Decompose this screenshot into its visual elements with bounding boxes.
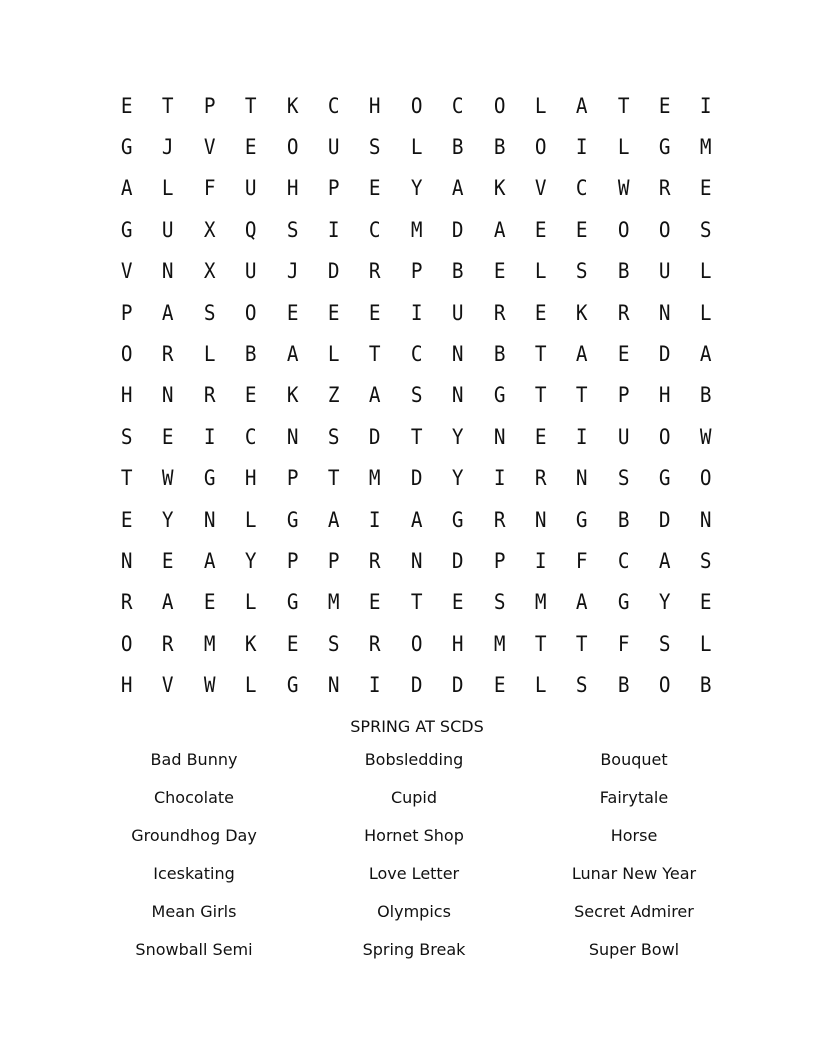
- grid-letter: Y: [451, 466, 464, 491]
- grid-letter: N: [451, 342, 464, 367]
- grid-letter: E: [203, 590, 216, 615]
- grid-letter: E: [162, 548, 174, 573]
- grid-letter: L: [617, 135, 630, 160]
- grid-letter: L: [245, 590, 257, 615]
- grid-letter: K: [286, 93, 299, 118]
- grid-letter: O: [658, 217, 671, 242]
- grid-letter: T: [327, 466, 340, 491]
- grid-letter: U: [617, 424, 630, 449]
- grid-letter: U: [162, 217, 174, 242]
- grid-letter: R: [493, 300, 506, 325]
- grid-letter: L: [162, 176, 174, 201]
- grid-letter: I: [493, 466, 506, 491]
- grid-letter: S: [120, 424, 133, 449]
- grid-letter: H: [369, 93, 381, 118]
- grid-letter: F: [617, 631, 630, 656]
- grid-letter: L: [700, 259, 712, 284]
- grid-letter: K: [286, 383, 299, 408]
- grid-letter: C: [451, 93, 464, 118]
- grid-letter: T: [369, 342, 381, 367]
- grid-letter: M: [493, 631, 506, 656]
- grid-letter: N: [451, 383, 464, 408]
- grid-letter: K: [493, 176, 506, 201]
- grid-letter: N: [327, 673, 340, 698]
- grid-letter: N: [286, 424, 299, 449]
- word-list-item: Iceskating: [153, 864, 235, 883]
- grid-letter: C: [369, 217, 381, 242]
- grid-letter: H: [120, 673, 133, 698]
- grid-letter: L: [203, 342, 216, 367]
- word-list-item: Olympics: [377, 902, 451, 921]
- grid-letter: A: [120, 176, 133, 201]
- grid-letter: P: [327, 176, 340, 201]
- grid-letter: D: [451, 217, 464, 242]
- word-list-item: Horse: [610, 826, 658, 845]
- grid-letter: T: [410, 424, 423, 449]
- grid-letter: D: [410, 673, 423, 698]
- grid-letter: N: [493, 424, 506, 449]
- grid-letter: O: [410, 631, 423, 656]
- grid-letter: I: [410, 300, 423, 325]
- word-list-item: Bouquet: [600, 750, 668, 769]
- grid-letter: E: [700, 176, 712, 201]
- grid-letter: W: [162, 466, 174, 491]
- grid-letter: G: [617, 590, 630, 615]
- grid-letter: E: [327, 300, 340, 325]
- grid-letter: G: [451, 507, 464, 532]
- grid-letter: T: [576, 631, 588, 656]
- grid-letter: L: [700, 631, 712, 656]
- grid-letter: T: [534, 631, 547, 656]
- grid-letter: O: [493, 93, 506, 118]
- grid-letter: D: [327, 259, 340, 284]
- grid-letter: M: [700, 135, 712, 160]
- grid-letter: A: [576, 590, 588, 615]
- grid-letter: T: [245, 93, 257, 118]
- grid-letter: E: [245, 135, 257, 160]
- grid-letter: R: [120, 590, 133, 615]
- grid-letter: E: [451, 590, 464, 615]
- grid-letter: G: [203, 466, 216, 491]
- grid-letter: T: [617, 93, 630, 118]
- word-list-item: Hornet Shop: [364, 826, 464, 845]
- grid-letter: R: [369, 259, 381, 284]
- grid-letter: W: [700, 424, 712, 449]
- grid-letter: R: [162, 342, 174, 367]
- grid-letter: P: [120, 300, 133, 325]
- grid-letter: G: [576, 507, 588, 532]
- word-list-item: Bobsledding: [364, 750, 464, 769]
- grid-letter: I: [534, 548, 547, 573]
- grid-letter: U: [245, 259, 257, 284]
- grid-letter: S: [658, 631, 671, 656]
- grid-letter: Y: [451, 424, 464, 449]
- grid-letter: C: [327, 93, 340, 118]
- grid-letter: S: [576, 259, 588, 284]
- grid-letter: S: [700, 548, 712, 573]
- grid-letter: B: [617, 673, 630, 698]
- grid-letter: Y: [410, 176, 423, 201]
- grid-letter: S: [369, 135, 381, 160]
- grid-letter: N: [576, 466, 588, 491]
- grid-letter: O: [658, 673, 671, 698]
- grid-letter: N: [534, 507, 547, 532]
- grid-letter: P: [203, 93, 216, 118]
- grid-letter: S: [576, 673, 588, 698]
- grid-letter: M: [410, 217, 423, 242]
- word-list-item: Chocolate: [153, 788, 235, 807]
- grid-letter: Y: [658, 590, 671, 615]
- grid-letter: S: [327, 424, 340, 449]
- grid-letter: E: [162, 424, 174, 449]
- grid-letter: P: [327, 548, 340, 573]
- grid-letter: W: [203, 673, 216, 698]
- grid-letter: T: [534, 383, 547, 408]
- grid-letter: X: [203, 259, 216, 284]
- grid-letter: J: [162, 135, 174, 160]
- grid-letter: Z: [327, 383, 340, 408]
- grid-letter: L: [534, 93, 547, 118]
- grid-letter: N: [203, 507, 216, 532]
- grid-letter: K: [245, 631, 257, 656]
- grid-letter: R: [369, 631, 381, 656]
- grid-letter: B: [617, 259, 630, 284]
- letter-grid: [106, 85, 726, 706]
- grid-letter: C: [576, 176, 588, 201]
- grid-letter: I: [327, 217, 340, 242]
- grid-letter: G: [120, 217, 133, 242]
- grid-letter: D: [451, 673, 464, 698]
- grid-letter: N: [658, 300, 671, 325]
- grid-letter: B: [451, 135, 464, 160]
- grid-letter: E: [534, 217, 547, 242]
- grid-letter: H: [120, 383, 133, 408]
- grid-letter: G: [286, 590, 299, 615]
- grid-letter: P: [617, 383, 630, 408]
- word-list-item: Super Bowl: [588, 940, 680, 959]
- grid-letter: E: [369, 300, 381, 325]
- grid-letter: E: [493, 259, 506, 284]
- grid-letter: L: [700, 300, 712, 325]
- grid-letter: O: [120, 631, 133, 656]
- grid-letter: A: [700, 342, 712, 367]
- grid-letter: P: [286, 548, 299, 573]
- grid-letter: B: [700, 673, 712, 698]
- grid-letter: D: [410, 466, 423, 491]
- grid-letter: N: [120, 548, 133, 573]
- grid-letter: N: [410, 548, 423, 573]
- grid-letter: R: [617, 300, 630, 325]
- grid-letter: A: [369, 383, 381, 408]
- grid-letter: U: [658, 259, 671, 284]
- grid-letter: L: [534, 259, 547, 284]
- grid-letter: O: [286, 135, 299, 160]
- grid-letter: V: [203, 135, 216, 160]
- grid-letter: G: [120, 135, 133, 160]
- grid-letter: B: [451, 259, 464, 284]
- grid-letter: E: [245, 383, 257, 408]
- grid-letter: G: [658, 135, 671, 160]
- grid-letter: V: [162, 673, 174, 698]
- grid-letter: S: [410, 383, 423, 408]
- grid-letter: B: [617, 507, 630, 532]
- grid-letter: O: [120, 342, 133, 367]
- grid-letter: L: [410, 135, 423, 160]
- grid-letter: S: [327, 631, 340, 656]
- grid-letter: D: [658, 342, 671, 367]
- grid-letter: P: [410, 259, 423, 284]
- grid-letter: U: [327, 135, 340, 160]
- grid-letter: Y: [162, 507, 174, 532]
- grid-letter: G: [286, 507, 299, 532]
- grid-letter: P: [493, 548, 506, 573]
- grid-letter: E: [369, 590, 381, 615]
- grid-letter: A: [286, 342, 299, 367]
- grid-letter: V: [120, 259, 133, 284]
- word-list-item: Spring Break: [362, 940, 466, 959]
- grid-letter: A: [327, 507, 340, 532]
- grid-letter: U: [245, 176, 257, 201]
- grid-letter: T: [534, 342, 547, 367]
- grid-letter: R: [203, 383, 216, 408]
- grid-letter: L: [327, 342, 340, 367]
- grid-letter: A: [451, 176, 464, 201]
- grid-letter: S: [700, 217, 712, 242]
- grid-letter: N: [162, 259, 174, 284]
- grid-letter: V: [534, 176, 547, 201]
- grid-letter: D: [451, 548, 464, 573]
- grid-letter: E: [493, 673, 506, 698]
- grid-letter: S: [493, 590, 506, 615]
- grid-letter: M: [369, 466, 381, 491]
- grid-letter: A: [203, 548, 216, 573]
- grid-letter: R: [658, 176, 671, 201]
- word-list: [84, 745, 744, 973]
- grid-letter: I: [576, 424, 588, 449]
- grid-letter: T: [120, 466, 133, 491]
- grid-letter: A: [576, 342, 588, 367]
- grid-letter: B: [700, 383, 712, 408]
- grid-letter: N: [700, 507, 712, 532]
- word-list-item: Love Letter: [368, 864, 460, 883]
- grid-letter: Y: [245, 548, 257, 573]
- grid-letter: E: [700, 590, 712, 615]
- grid-letter: Q: [245, 217, 257, 242]
- grid-letter: U: [451, 300, 464, 325]
- grid-letter: O: [245, 300, 257, 325]
- grid-letter: E: [286, 300, 299, 325]
- grid-letter: E: [120, 507, 133, 532]
- grid-letter: O: [658, 424, 671, 449]
- grid-letter: B: [493, 135, 506, 160]
- grid-letter: R: [534, 466, 547, 491]
- grid-letter: H: [286, 176, 299, 201]
- word-list-item: Snowball Semi: [135, 940, 253, 959]
- grid-letter: A: [162, 300, 174, 325]
- grid-letter: R: [162, 631, 174, 656]
- grid-letter: E: [286, 631, 299, 656]
- grid-letter: A: [576, 93, 588, 118]
- grid-letter: A: [410, 507, 423, 532]
- grid-letter: B: [493, 342, 506, 367]
- word-list-item: Bad Bunny: [150, 750, 238, 769]
- grid-letter: G: [658, 466, 671, 491]
- grid-letter: D: [369, 424, 381, 449]
- word-list-item: Lunar New Year: [571, 864, 697, 883]
- grid-letter: C: [617, 548, 630, 573]
- grid-letter: E: [534, 424, 547, 449]
- grid-letter: F: [576, 548, 588, 573]
- grid-letter: O: [700, 466, 712, 491]
- grid-letter: A: [162, 590, 174, 615]
- grid-letter: A: [493, 217, 506, 242]
- grid-letter: E: [534, 300, 547, 325]
- grid-letter: L: [245, 507, 257, 532]
- grid-letter: K: [576, 300, 588, 325]
- grid-letter: C: [410, 342, 423, 367]
- grid-letter: T: [576, 383, 588, 408]
- grid-letter: L: [534, 673, 547, 698]
- grid-letter: H: [658, 383, 671, 408]
- grid-letter: E: [617, 342, 630, 367]
- grid-letter: E: [658, 93, 671, 118]
- grid-letter: O: [534, 135, 547, 160]
- grid-letter: L: [245, 673, 257, 698]
- grid-letter: S: [203, 300, 216, 325]
- puzzle-title: SPRING AT SCDS: [350, 717, 484, 736]
- grid-letter: G: [493, 383, 506, 408]
- grid-letter: M: [534, 590, 547, 615]
- grid-letter: A: [658, 548, 671, 573]
- grid-letter: M: [327, 590, 340, 615]
- grid-letter: E: [369, 176, 381, 201]
- grid-letter: W: [617, 176, 630, 201]
- grid-letter: O: [410, 93, 423, 118]
- grid-letter: J: [286, 259, 299, 284]
- grid-letter: H: [245, 466, 257, 491]
- word-list-item: Groundhog Day: [131, 826, 257, 845]
- grid-letter: T: [162, 93, 174, 118]
- grid-letter: I: [576, 135, 588, 160]
- grid-letter: H: [451, 631, 464, 656]
- grid-letter: T: [410, 590, 423, 615]
- grid-letter: S: [286, 217, 299, 242]
- grid-letter: D: [658, 507, 671, 532]
- grid-letter: I: [700, 93, 712, 118]
- word-list-item: Mean Girls: [151, 902, 237, 921]
- grid-letter: S: [617, 466, 630, 491]
- word-list-item: Fairytale: [599, 788, 669, 807]
- grid-letter: E: [120, 93, 133, 118]
- word-list-item: Cupid: [390, 788, 438, 807]
- grid-letter: O: [617, 217, 630, 242]
- grid-letter: R: [369, 548, 381, 573]
- grid-letter: F: [203, 176, 216, 201]
- grid-letter: M: [203, 631, 216, 656]
- grid-letter: N: [162, 383, 174, 408]
- grid-letter: R: [493, 507, 506, 532]
- grid-letter: C: [245, 424, 257, 449]
- grid-letter: G: [286, 673, 299, 698]
- grid-letter: X: [203, 217, 216, 242]
- grid-letter: E: [576, 217, 588, 242]
- grid-letter: B: [245, 342, 257, 367]
- grid-letter: I: [369, 673, 381, 698]
- grid-letter: P: [286, 466, 299, 491]
- grid-letter: I: [203, 424, 216, 449]
- grid-letter: I: [369, 507, 381, 532]
- word-list-item: Secret Admirer: [574, 902, 694, 921]
